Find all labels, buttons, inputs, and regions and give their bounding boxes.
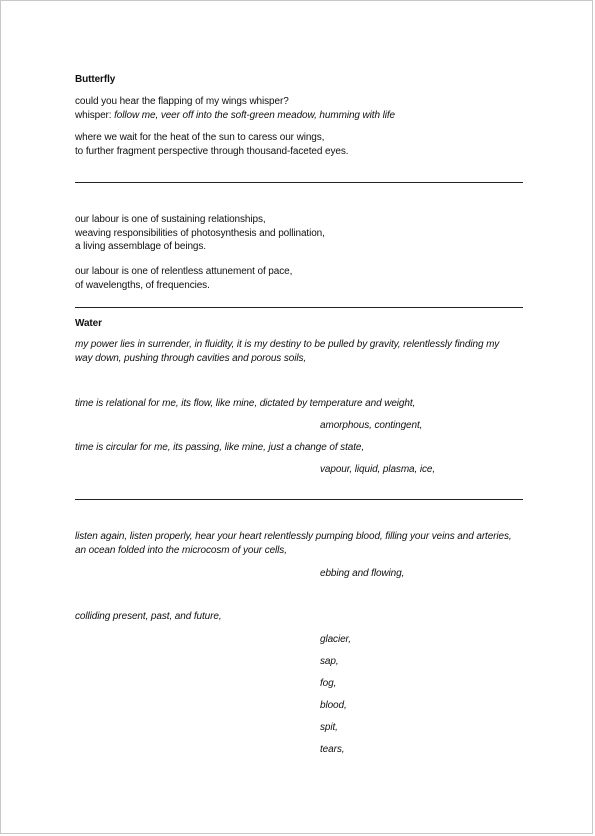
water-time-line-1: time is relational for me, its flow, like mine, dictated by temperature and weight, (75, 398, 416, 409)
butterfly-line-4: to further fragment perspective through thousand-faceted eyes. (75, 146, 349, 157)
water-power-line-1: my power lies in surrender, in fluidity, it is my destiny to be pulled by gravity, relentlessly finding my (75, 339, 500, 350)
butterfly-line-1: could you hear the flapping of my wings whisper? (75, 96, 289, 107)
butterfly-heading: Butterfly (75, 74, 116, 85)
list-item: blood, (320, 700, 347, 711)
labour-line-1: our labour is one of sustaining relationships, (75, 214, 266, 225)
butterfly-line-2-prefix: whisper: (75, 110, 115, 121)
butterfly-line-2 (75, 110, 395, 122)
listen-colliding-line: colliding present, past, and future, (75, 611, 222, 622)
labour-line-2: weaving responsibilities of photosynthesis and pollination, (75, 228, 325, 239)
butterfly-line-3: where we wait for the heat of the sun to caress our wings, (75, 132, 325, 143)
water-time-line-2: time is circular for me, its passing, like mine, just a change of state, (75, 442, 365, 453)
list-item: glacier, (320, 634, 351, 645)
water-time-indent-1: amorphous, contingent, (320, 420, 423, 431)
butterfly-line-2-whisper: follow me, veer off into the soft-green meadow, humming with life (114, 110, 395, 121)
list-item: fog, (320, 678, 337, 689)
section-divider-2 (75, 307, 523, 308)
listen-line-2: an ocean folded into the microcosm of your cells, (75, 545, 287, 556)
section-divider-1 (75, 182, 523, 183)
section-divider-3 (75, 499, 523, 500)
water-heading: Water (75, 318, 102, 329)
list-item: spit, (320, 722, 338, 733)
labour-line-3: a living assemblage of beings. (75, 241, 206, 252)
list-item: sap, (320, 656, 339, 667)
list-item: tears, (320, 744, 345, 755)
listen-indent-1: ebbing and flowing, (320, 568, 405, 579)
listen-line-1: listen again, listen properly, hear your heart relentlessly pumping blood, filling your veins and arteries, (75, 531, 512, 542)
labour-line-4: our labour is one of relentless attunement of pace, (75, 266, 293, 277)
water-power-line-2: way down, pushing through cavities and porous soils, (75, 353, 307, 364)
water-time-indent-2: vapour, liquid, plasma, ice, (320, 464, 436, 475)
labour-line-5: of wavelengths, of frequencies. (75, 280, 210, 291)
